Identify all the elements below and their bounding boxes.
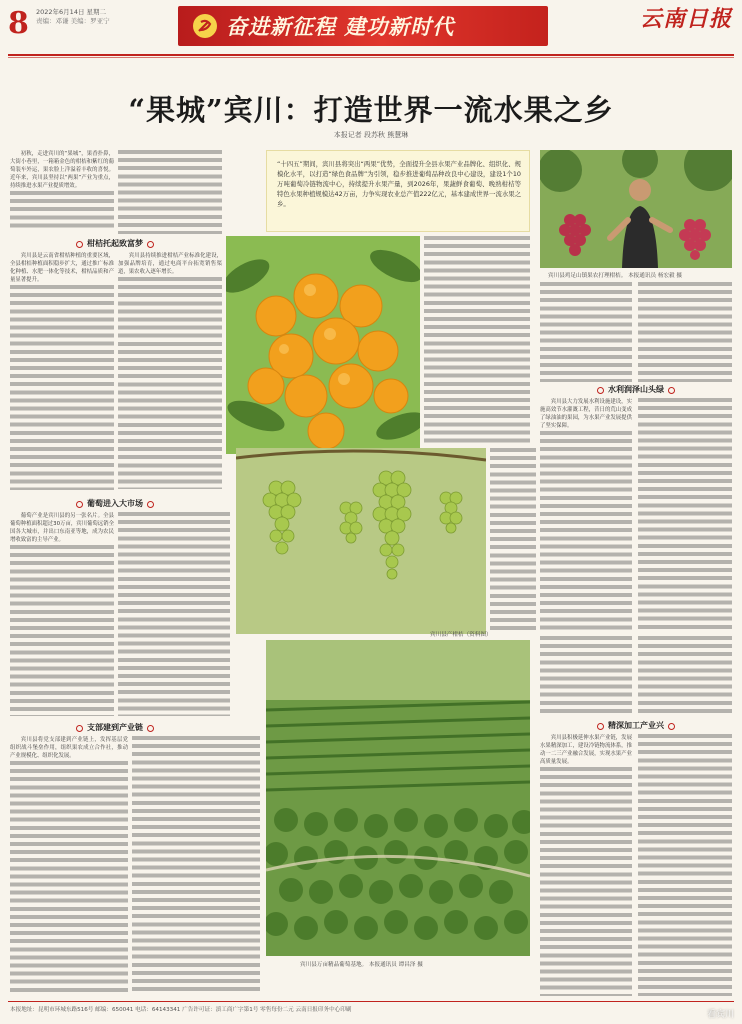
subhead-processing: 精深加工产业兴 <box>540 720 732 731</box>
col4-water: 宾川县大力发展水利设施建设，实施高效节水灌溉工程，昔日的荒山变成了绿油油的果园，为水果产业发展提供了坚实保障。 <box>540 398 632 630</box>
subhead-irrigation: 水利润泽山头绿 <box>540 384 732 395</box>
vineyard-illustration <box>266 640 530 956</box>
col3-body <box>424 236 530 446</box>
editor-line: 责编：邓谦 美编：罗亚宁 <box>36 17 110 25</box>
footer-rule <box>8 1001 734 1002</box>
article-headline: “果城”宾川：打造世界一流水果之乡 <box>128 93 614 127</box>
col5-mid <box>638 636 732 716</box>
col4-top <box>540 282 632 382</box>
pull-quote <box>266 150 530 232</box>
vineyard-caption: 宾川县万亩精品葡萄基地。 本报通讯员 谭昌泽 摄 <box>300 962 423 968</box>
party-emblem-icon <box>192 13 218 39</box>
col1-party: 宾川县将党支部建到产业链上，发挥基层党组织战斗堡垒作用，组织果农成立合作社，推动产业规模化、组织化发展。 <box>10 736 128 994</box>
subhead-party-branch: 支部建到产业链 <box>10 722 220 733</box>
date-line: 2022年6月14日 星期二 <box>36 8 107 16</box>
grape-illustration <box>236 448 486 634</box>
col4-processing: 宾川县积极延伸水果产业链，发展水果精深加工，建设冷链物流体系，推动一二三产业融合发展，实现水果产业高质量发展。 <box>540 734 632 996</box>
col5-top <box>638 282 732 382</box>
col5-water <box>638 398 732 630</box>
banner-text: 奋进新征程 建功新时代 <box>226 14 455 39</box>
subhead-oranges: 柑桔托起致富梦 <box>10 238 220 249</box>
col1-body: 宾川县是云南省柑桔种植的重要区域，全县柑桔种植面积稳步扩大，通过推广标准化种植、水肥一体化等技术，柑桔品质和产量显著提升。 <box>10 252 114 492</box>
col2-body: 宾川县持续推进柑桔产业标准化建设，加强品牌培育，通过电商平台拓宽销售渠道，果农收入逐年增长。 <box>118 252 222 492</box>
footer-info: 本报地址：昆明市环城东路516号 邮编：650041 电话：64143341 广告许可证：滇工商广字第1号 零售每份二元 云南日报印务中心印刷 <box>10 1007 352 1013</box>
orange-caption: 宾川县产柑桔（资料图） <box>430 632 492 638</box>
orange-illustration <box>226 236 420 454</box>
farmer-caption: 宾川县鸡足山镇果农打理柑桔。 本报通讯员 杨宏毅 摄 <box>548 273 682 279</box>
grape-photo <box>236 448 486 634</box>
col-grape-side <box>490 448 536 630</box>
masthead-rule <box>8 54 734 56</box>
col4-mid <box>540 636 632 716</box>
masthead-rule-thin <box>8 57 734 58</box>
col2-grapes <box>118 512 230 716</box>
farmer-photo <box>540 150 732 268</box>
col1-grapes: 葡萄产业是宾川县的另一张名片。全县葡萄种植面积超过30万亩，宾川葡萄远销全国各大城市，并出口东南亚等地，成为农民增收致富的主导产业。 <box>10 512 114 716</box>
newspaper-logo: 云南日报 <box>639 6 732 32</box>
page-number: 8 <box>8 6 29 41</box>
subhead-grapes: 葡萄进入大市场 <box>10 498 220 509</box>
col2-party <box>132 736 260 994</box>
col2-top <box>118 150 222 234</box>
col5-processing <box>638 734 732 996</box>
pull-quote-text: “十四五”期间，宾川县将突出“两果”优势，全面提升全县水果产业品牌化、组织化、规模化水平，以打造“绿色食品牌”为引领，稳步推进葡萄品种改良中心建设，建设1个10万吨葡萄冷链物流中心，持续提升水果产量，到2026年，果蔬鲜食葡萄、晚熟柑桔等特色水果种植规模达42万亩，力争实现农业总产值222亿元，基本建成世界一流水果之乡。 <box>277 160 521 208</box>
theme-banner <box>178 6 548 46</box>
watermark: 看宾川 <box>706 1010 734 1020</box>
orange-photo <box>226 236 420 454</box>
masthead-meta <box>36 8 146 26</box>
lead-paragraph: 初秋，走进宾川的“果城”，果香扑鼻，大街小巷里，一箱箱金色的柑桔和紫红的葡萄装车外运，果农脸上洋溢着丰收的喜悦。近年来，宾川县坚持以“两果”产业为重点，持续推进水果产业提质增效。 <box>10 150 114 234</box>
article-byline: 本报记者 段苏秋 熊慧琳 <box>333 131 409 139</box>
farmer-illustration <box>540 150 732 268</box>
vineyard-photo <box>266 640 530 956</box>
masthead <box>0 0 742 72</box>
